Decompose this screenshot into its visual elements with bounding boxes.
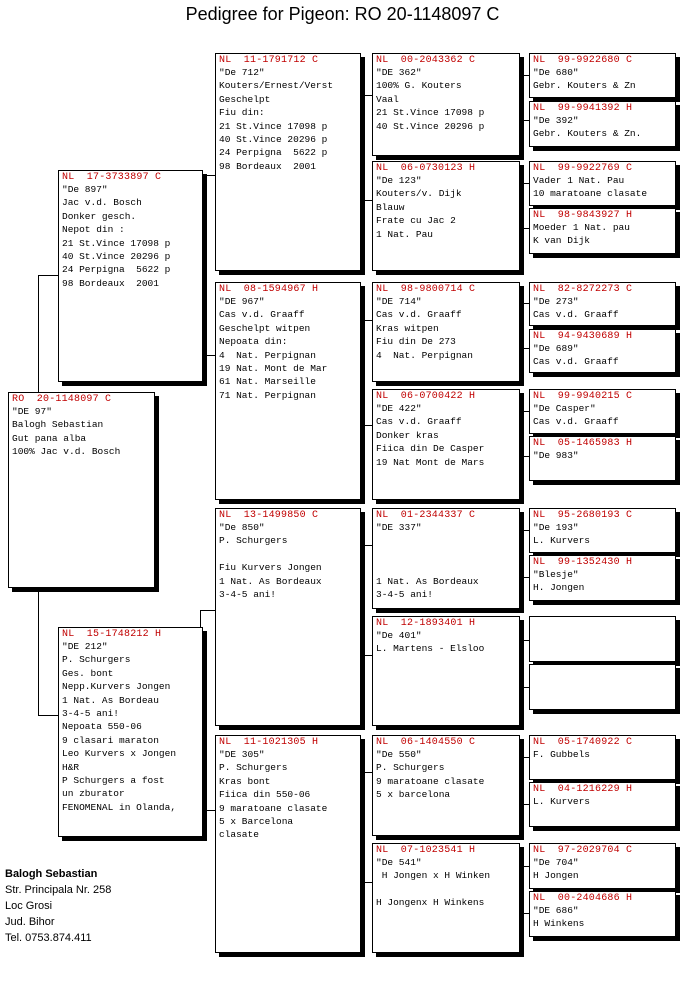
pigeon-info-line: 24 Perpigna 5622 p (219, 147, 328, 159)
connector-line (360, 320, 372, 321)
pigeon-info-line: Kras witpen (376, 322, 439, 334)
ring-number: NL 95-2680193 C (533, 510, 633, 521)
pigeon-info-line: 5 x Barcelona (219, 816, 294, 828)
pigeon-info-line: Vaal (376, 93, 399, 105)
connector-line (360, 655, 372, 656)
pigeon-info-line: "DE 714" (376, 296, 422, 307)
pigeon-info-line: L. Kurvers (533, 796, 591, 807)
pigeon-info-line: "De 689" (533, 343, 579, 354)
pigeon-info-line: P. Schurgers (376, 762, 445, 774)
pigeon-info-line: Fiica din De Casper (376, 443, 485, 455)
pigeon-info-line: "De 704" (533, 857, 579, 868)
connector-line (38, 715, 58, 716)
pigeon-card-sds (372, 282, 520, 382)
pigeon-card-dss (372, 508, 520, 609)
pigeon-info-line: F. Gubbels (533, 749, 591, 760)
pigeon-info-line: "DE 967" (219, 296, 265, 307)
ring-number: NL 99-9940215 C (533, 391, 633, 402)
pigeon-info-line: H Jongen x H Winken (376, 870, 491, 882)
pigeon-card-dam (58, 627, 203, 837)
ring-number: NL 00-2043362 C (376, 55, 476, 66)
ring-number: NL 99-9922769 C (533, 163, 633, 174)
pigeon-info-line: H Winkens (533, 918, 585, 930)
pigeon-info-line: Balogh Sebastian (12, 419, 104, 431)
pigeon-info-line: "Blesje" (533, 569, 579, 580)
pigeon-info-line: Nepoata din: (219, 336, 288, 348)
pigeon-info-line: "DE 305" (219, 749, 265, 760)
pigeon-info-line: H Jongenx H Winkens (376, 897, 485, 909)
pigeon-info-line: Vader 1 Nat. Pau (533, 175, 625, 186)
pigeon-info-line: Frate cu Jac 2 (376, 215, 456, 227)
pigeon-card-g3 (529, 161, 676, 206)
ring-number: NL 07-1023541 H (376, 845, 476, 856)
owner-name: Balogh Sebastian (5, 868, 98, 880)
pigeon-info-line: 98 Bordeaux 2001 (219, 160, 316, 172)
pigeon-info-line: "De 550" (376, 749, 422, 760)
pigeon-card-g8 (529, 436, 676, 481)
pigeon-info-line (376, 548, 516, 561)
pigeon-info-line: Fiu din De 273 (376, 336, 456, 348)
pigeon-info-line: "DE 362" (376, 67, 422, 78)
pigeon-info-line: FENOMENAL in Olanda, (62, 801, 177, 813)
pigeon-info-line: "De 680" (533, 67, 579, 78)
ring-number: NL 98-9843927 H (533, 210, 633, 221)
pigeon-card-ssd (372, 161, 520, 271)
pigeon-info-line: L. Kurvers (533, 535, 591, 547)
ring-number: NL 06-0730123 H (376, 163, 476, 174)
pigeon-info-line: H. Jongen (533, 582, 585, 594)
pigeon-info-line: 40 St.Vince 20296 p (376, 120, 485, 132)
connector-line (360, 772, 372, 773)
pigeon-info-line: Gebr. Kouters & Zn. (533, 128, 642, 140)
pigeon-info-line: "De 850" (219, 522, 265, 533)
pigeon-info-line: 1 Nat. As Bordeau (62, 694, 159, 706)
pigeon-card-g6 (529, 329, 676, 373)
pigeon-card-g10 (529, 555, 676, 601)
pigeon-info-line: clasate (219, 829, 259, 841)
pigeon-info-line: "De 193" (533, 522, 579, 533)
pigeon-info-line: 98 Bordeaux 2001 (62, 277, 159, 289)
pigeon-info-line: 9 maratoane clasate (376, 775, 485, 787)
pigeon-info-line: 1 Nat. As Bordeaux (219, 575, 322, 587)
pigeon-info-line: 9 maratoane clasate (219, 802, 328, 814)
ring-number: NL 05-1465983 H (533, 438, 633, 449)
pigeon-card-dam-sire (215, 508, 361, 726)
pigeon-info-line: "De 392" (533, 115, 579, 126)
pigeon-info-line: "De 273" (533, 296, 579, 307)
ring-number: NL 17-3733897 C (62, 172, 162, 183)
ring-number: NL 94-9430689 H (533, 331, 633, 342)
ring-number: NL 12-1893401 H (376, 618, 476, 629)
pigeon-card-sss (372, 53, 520, 156)
pigeon-info-line: Nepp.Kurvers Jongen (62, 681, 171, 693)
pigeon-info-line: Donker kras (376, 429, 439, 441)
connector-line (360, 200, 372, 201)
pigeon-info-line: "De 712" (219, 67, 265, 78)
ring-number: NL 98-9800714 C (376, 284, 476, 295)
pigeon-card-g2 (529, 101, 676, 147)
owner-info (5, 866, 111, 946)
pigeon-info-line: Leo Kurvers x Jongen (62, 748, 177, 760)
pigeon-card-subject (8, 392, 155, 588)
pigeon-info-line: "De 401" (376, 630, 422, 641)
pigeon-info-line: 4 Nat. Perpignan (219, 349, 316, 361)
pigeon-card-g15 (529, 843, 676, 889)
pigeon-info-line: 21 St.Vince 17098 p (219, 120, 328, 132)
pigeon-info-line: Blauw (376, 201, 405, 213)
page-title: Pedigree for Pigeon: RO 20-1148097 C (185, 4, 500, 24)
pigeon-card-g1 (529, 53, 676, 98)
pigeon-info-line: H&R (62, 761, 80, 773)
pigeon-info-line: Cas v.d. Graaff (533, 356, 619, 368)
pigeon-info-line: Nepoata 550-06 (62, 721, 142, 733)
pigeon-info-line: Fiu Kurvers Jongen (219, 562, 322, 574)
pigeon-info-line: Cas v.d. Graaff (376, 309, 462, 321)
ring-number: NL 11-1791712 C (219, 55, 319, 66)
pigeon-info-line: un zburator (62, 788, 125, 800)
pigeon-info-line: 1 Nat. Pau (376, 228, 434, 240)
pigeon-info-line: 10 maratoane clasate (533, 188, 648, 200)
ring-number: NL 08-1594967 H (219, 284, 319, 295)
pigeon-info-line: Kouters/v. Dijk (376, 188, 462, 200)
pigeon-info-line: 21 St.Vince 17098 p (62, 237, 171, 249)
connector-line (360, 545, 372, 546)
pigeon-card-g12 (529, 664, 676, 710)
owner-phone: Tel. 0753.874.411 (5, 932, 92, 944)
ring-number: NL 99-9922680 C (533, 55, 633, 66)
pigeon-info-line (219, 548, 357, 561)
pigeon-info-line: Fiica din 550-06 (219, 789, 311, 801)
pigeon-info-line: 40 St.Vince 20296 p (62, 251, 171, 263)
connector-line (38, 275, 58, 276)
pigeon-info-line: 40 St.Vince 20296 p (219, 134, 328, 146)
pigeon-card-g9 (529, 508, 676, 553)
pigeon-card-g14 (529, 782, 676, 827)
owner-county: Jud. Bihor (5, 916, 55, 928)
pigeon-card-g11 (529, 616, 676, 662)
pigeon-info-line: P Schurgers a fost (62, 775, 165, 787)
pigeon-info-line: "DE 97" (12, 406, 52, 417)
pigeon-info-line: Cas v.d. Graaff (533, 309, 619, 321)
pigeon-card-dds (372, 735, 520, 836)
pigeon-info-line: Gut pana alba (12, 432, 87, 444)
pigeon-info-line: 24 Perpigna 5622 p (62, 264, 171, 276)
pigeon-info-line: Gebr. Kouters & Zn (533, 80, 636, 92)
owner-locality: Loc Grosi (5, 900, 53, 912)
pigeon-info-line: "DE 212" (62, 641, 108, 652)
pigeon-card-sdd (372, 389, 520, 500)
pigeon-info-line: Donker gesch. (62, 210, 137, 222)
pigeon-info-line: 71 Nat. Perpignan (219, 389, 316, 401)
pigeon-info-line: 5 x barcelona (376, 789, 451, 801)
connector-line (360, 95, 372, 96)
pigeon-info-line: Geschelpt (219, 93, 271, 105)
pigeon-info-line: 9 clasari maraton (62, 734, 159, 746)
pigeon-info-line: 61 Nat. Marseille (219, 376, 316, 388)
pigeon-info-line: H Jongen (533, 870, 579, 882)
pigeon-info-line: 21 St.Vince 17098 p (376, 107, 485, 119)
pigeon-info-line: Kras bont (219, 775, 271, 787)
pigeon-info-line: "DE 686" (533, 905, 579, 916)
ring-number: NL 11-1021305 H (219, 737, 319, 748)
connector-line (360, 425, 372, 426)
connector-line (360, 882, 372, 883)
pigeon-info-line: 3-4-5 ani! (62, 708, 120, 720)
pigeon-card-g4 (529, 208, 676, 254)
pigeon-info-line: P. Schurgers (219, 535, 288, 547)
ring-number: NL 82-8272273 C (533, 284, 633, 295)
pigeon-card-g7 (529, 389, 676, 434)
pigeon-info-line: L. Martens - Elsloo (376, 643, 485, 655)
ring-number: NL 05-1740922 C (533, 737, 633, 748)
owner-street: Str. Principala Nr. 258 (5, 884, 112, 896)
ring-number: NL 01-2344337 C (376, 510, 476, 521)
pigeon-card-dam-dam (215, 735, 361, 953)
pigeon-info-line: Cas v.d. Graaff (533, 416, 619, 428)
ring-number: NL 99-1352430 H (533, 557, 633, 568)
pigeon-info-line: 19 Nat Mont de Mars (376, 456, 485, 468)
pigeon-info-line: P. Schurgers (219, 762, 288, 774)
ring-number: NL 15-1748212 H (62, 629, 162, 640)
pigeon-info-line: P. Schurgers (62, 654, 131, 666)
pigeon-card-sire-dam (215, 282, 361, 500)
ring-number: NL 13-1499850 C (219, 510, 319, 521)
pigeon-info-line: Jac v.d. Bosch (62, 197, 142, 209)
pigeon-card-ddd (372, 843, 520, 953)
ring-number: NL 06-0700422 H (376, 391, 476, 402)
pigeon-info-line: Ges. bont (62, 667, 114, 679)
pigeon-info-line: Nepot din : (62, 224, 125, 236)
pigeon-info-line: K van Dijk (533, 235, 591, 247)
pigeon-info-line: Moeder 1 Nat. pau (533, 222, 630, 233)
ring-number: NL 99-9941392 H (533, 103, 633, 114)
pigeon-info-line (376, 534, 516, 547)
pigeon-info-line: Fiu din: (219, 107, 265, 119)
pigeon-info-line: "De 897" (62, 184, 108, 195)
pigeon-card-sire (58, 170, 203, 382)
ring-number: NL 97-2029704 C (533, 845, 633, 856)
pigeon-info-line: 1 Nat. As Bordeaux (376, 575, 479, 587)
connector-line (200, 610, 215, 611)
pigeon-info-line: Cas v.d. Graaff (376, 416, 462, 428)
pigeon-info-line: 3-4-5 ani! (376, 588, 434, 600)
pigeon-info-line: "DE 337" (376, 522, 422, 533)
ring-number: NL 04-1216229 H (533, 784, 633, 795)
pigeon-info-line: "DE 422" (376, 403, 422, 414)
pigeon-card-g5 (529, 282, 676, 326)
pigeon-info-line: Kouters/Ernest/Verst (219, 80, 334, 92)
pigeon-info-line: 4 Nat. Perpignan (376, 349, 473, 361)
pigeon-info-line: 19 Nat. Mont de Mar (219, 363, 328, 375)
pigeon-info-line: 3-4-5 ani! (219, 589, 277, 601)
pigeon-info-line: 100% G. Kouters (376, 80, 462, 92)
pigeon-card-g16 (529, 891, 676, 937)
pigeon-info-line: "De 123" (376, 175, 422, 186)
pigeon-info-line (376, 883, 516, 896)
ring-number: NL 06-1404550 C (376, 737, 476, 748)
pigeon-info-line: Geschelpt witpen (219, 322, 311, 334)
ring-number: NL 00-2404686 H (533, 893, 633, 904)
pigeon-info-line: "De 983" (533, 450, 579, 461)
pigeon-info-line: "De 541" (376, 857, 422, 868)
pigeon-card-g13 (529, 735, 676, 780)
pigeon-card-dsd (372, 616, 520, 726)
pigeon-info-line: 100% Jac v.d. Bosch (12, 446, 121, 458)
pigeon-info-line: Cas v.d. Graaff (219, 309, 305, 321)
ring-number: RO 20-1148097 C (12, 394, 112, 405)
pigeon-card-sire-sire (215, 53, 361, 271)
pigeon-info-line (376, 561, 516, 574)
pigeon-info-line: "De Casper" (533, 403, 596, 414)
